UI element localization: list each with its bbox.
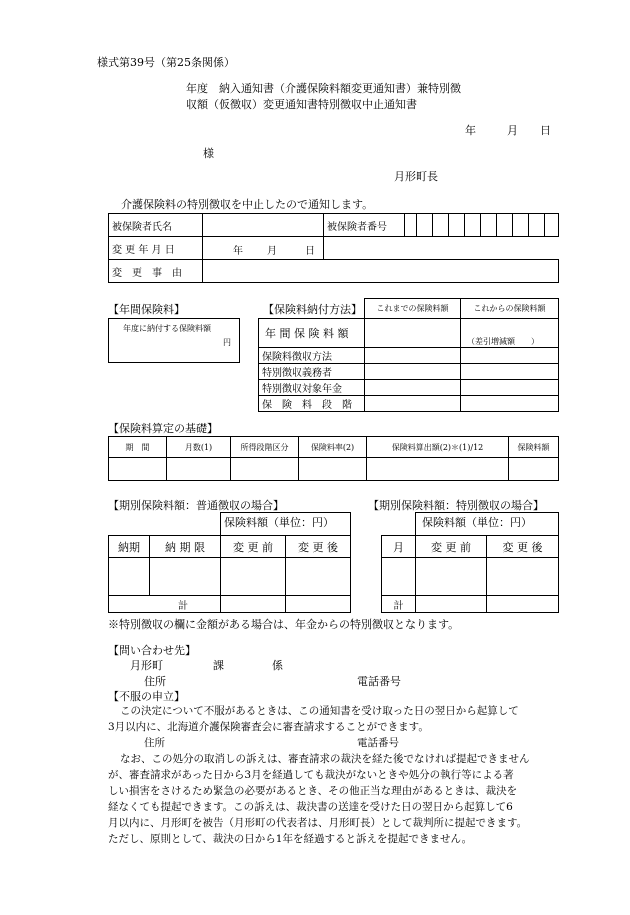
basis-cell [509, 458, 559, 481]
appeal-address: 住所 [144, 737, 165, 749]
change-date-label: 変 更 年 月 日 [109, 237, 203, 260]
blank-cell [324, 237, 559, 260]
special-cell [487, 558, 559, 596]
date-day-label: 日 [540, 124, 551, 137]
method-cell [461, 364, 559, 380]
insured-number-digit [497, 214, 513, 237]
date-year-label: 年 [465, 124, 476, 137]
special-table [381, 512, 559, 613]
insured-name-label: 被保険者氏名 [109, 214, 203, 237]
change-date-month: 月 [267, 246, 277, 257]
basis-col-header: 所得段階区分 [231, 437, 299, 458]
ordinary-heading: 【期別保険料額：普通徴収の場合】 [108, 499, 284, 512]
insured-name-value [203, 214, 324, 237]
method-cell [365, 319, 461, 348]
special-cell [416, 596, 487, 613]
method-row-label: 保 険 料 段 階 [259, 396, 365, 412]
contact-staff: 係 [272, 659, 283, 672]
method-cell [365, 364, 461, 380]
contact-town: 月形町 [130, 659, 163, 672]
special-cell [487, 596, 559, 613]
insured-number-digit [545, 214, 559, 237]
method-row-label: 特別徴収義務者 [259, 364, 365, 380]
change-reason-label: 変 更 事 由 [109, 260, 203, 283]
method-cell [461, 319, 559, 348]
insured-table [108, 213, 559, 283]
annual-heading: 【年間保険料】 [108, 303, 185, 316]
ordinary-cell [109, 558, 150, 596]
ordinary-col-before: 変 更 前 [221, 536, 286, 558]
basis-cell [109, 458, 167, 481]
basis-col-header: 保険料額 [509, 437, 559, 458]
special-total-label: 計 [382, 596, 416, 613]
appeal-para2-line: 月以内に、月形町を被告（月形町の代表者は、月形町長）として裁判所に提起できます。 [108, 817, 528, 829]
appeal-para1-line2: 3月以内に、北海道介護保険審査会に審査請求することができます。 [108, 721, 429, 733]
special-cell [416, 558, 487, 596]
change-date-value [203, 237, 324, 260]
ordinary-cell [221, 596, 286, 613]
special-cell [382, 558, 416, 596]
intro-text: 介護保険料の特別徴収を中止したので通知します。 [121, 198, 374, 211]
method-cell [461, 396, 559, 412]
method-cell [461, 348, 559, 364]
method-header-table [364, 298, 559, 319]
method-cell [365, 348, 461, 364]
insured-number-digit [481, 214, 497, 237]
basis-col-header: 保険料算出額(2)＊(1)/12 [367, 437, 509, 458]
basis-col-header: 期 間 [109, 437, 167, 458]
method-cell [365, 396, 461, 412]
basis-cell [367, 458, 509, 481]
ordinary-cell [286, 596, 351, 613]
special-col-month: 月 [382, 536, 416, 558]
amount-header-cell [221, 513, 351, 536]
method-cell [461, 380, 559, 396]
ordinary-cell [221, 558, 286, 596]
issuer: 月形町長 [394, 170, 438, 183]
basis-col-header: 月数(1) [167, 437, 231, 458]
insured-number-digit [433, 214, 449, 237]
basis-heading: 【保険料算定の基礎】 [108, 422, 218, 435]
form-number: 様式第39号（第25条関係） [97, 56, 235, 69]
ordinary-total-label: 計 [109, 596, 221, 613]
method-table [258, 318, 559, 412]
special-col-before: 変 更 前 [416, 536, 487, 558]
diff-note: （差引増減額 ） [467, 337, 539, 346]
contact-section: 課 [213, 659, 224, 672]
insured-number-digit [465, 214, 481, 237]
appeal-para2-line: ただし、原則として、裁決の日から1年を経過すると訴えを提起できません。 [108, 833, 473, 845]
title-line2: 収額（仮徴収）変更通知書特別徴収中止通知書 [186, 98, 417, 111]
appeal-para2-line: が、審査請求があった日から3月を経過しても裁決がないときや処分の執行等による著 [108, 769, 514, 781]
recipient-suffix: 様 [203, 147, 214, 160]
method-col-before: これまでの保険料額 [365, 299, 461, 319]
method-row-label: 特別徴収対象年金 [259, 380, 365, 396]
amount-header-cell [416, 513, 559, 536]
basis-col-header: 保険料率(2) [299, 437, 367, 458]
annual-box [108, 318, 240, 363]
ordinary-col-no: 納期 [109, 536, 150, 558]
blank-cell [150, 513, 221, 536]
change-date-year: 年 [233, 246, 243, 257]
basis-table [108, 436, 559, 481]
special-collection-note: ※特別徴収の欄に金額がある場合は、年金からの特別徴収となります。 [108, 618, 460, 631]
ordinary-table [108, 512, 351, 613]
ordinary-amount-header: 保険料額（単位：円） [224, 516, 334, 529]
ordinary-cell [150, 558, 221, 596]
basis-cell [299, 458, 367, 481]
ordinary-col-after: 変 更 後 [286, 536, 351, 558]
method-cell [365, 380, 461, 396]
basis-cell [231, 458, 299, 481]
insured-number-digit [529, 214, 545, 237]
contact-heading: 【問い合わせ先】 [108, 644, 196, 657]
blank-cell [382, 513, 416, 536]
appeal-para2-line: なお、この処分の取消しの訴えは、審査請求の裁決を経た後でなければ提起できません [120, 753, 530, 765]
annual-box-label: 年度に納付する保険料額 [123, 324, 211, 333]
special-heading: 【期別保険料額：特別徴収の場合】 [368, 499, 544, 512]
insured-number-label: 被保険者番号 [324, 214, 405, 237]
method-row-label: 保険料徴収方法 [259, 348, 365, 364]
ordinary-cell [286, 558, 351, 596]
insured-number-digit [513, 214, 529, 237]
method-heading: 【保険料納付方法】 [263, 303, 362, 316]
appeal-para2-line: 経なくても提起できます。この訴えは、裁決書の送達を受けた日の翌日から起算して6 [108, 801, 513, 813]
appeal-para1-line1: この決定について不服があるときは、この通知書を受け取った日の翌日から起算して [120, 705, 519, 717]
date-month-label: 月 [507, 124, 518, 137]
ordinary-col-deadline: 納 期 限 [150, 536, 221, 558]
change-date-day: 日 [305, 246, 315, 257]
appeal-phone: 電話番号 [357, 737, 399, 749]
method-col-after: これからの保険料額 [461, 299, 559, 319]
special-col-after: 変 更 後 [487, 536, 559, 558]
method-row-label: 年 間 保 険 料 額 [259, 319, 365, 348]
appeal-para2-line: しい損害をさけるため緊急の必要があるとき、その他正当な理由があるときは、裁決を [108, 785, 518, 797]
contact-phone: 電話番号 [357, 675, 401, 688]
special-amount-header: 保険料額（単位：円） [422, 516, 532, 529]
change-reason-value [203, 260, 559, 283]
basis-cell [167, 458, 231, 481]
blank-cell [109, 513, 150, 536]
insured-number-digit [417, 214, 433, 237]
appeal-heading: 【不服の申立】 [108, 690, 185, 703]
title-line1: 年度 納入通知書（介護保険料額変更通知書）兼特別徴 [186, 82, 461, 95]
contact-address: 住所 [144, 675, 166, 688]
insured-number-digit [405, 214, 417, 237]
annual-box-unit: 円 [223, 338, 231, 347]
insured-number-digit [449, 214, 465, 237]
